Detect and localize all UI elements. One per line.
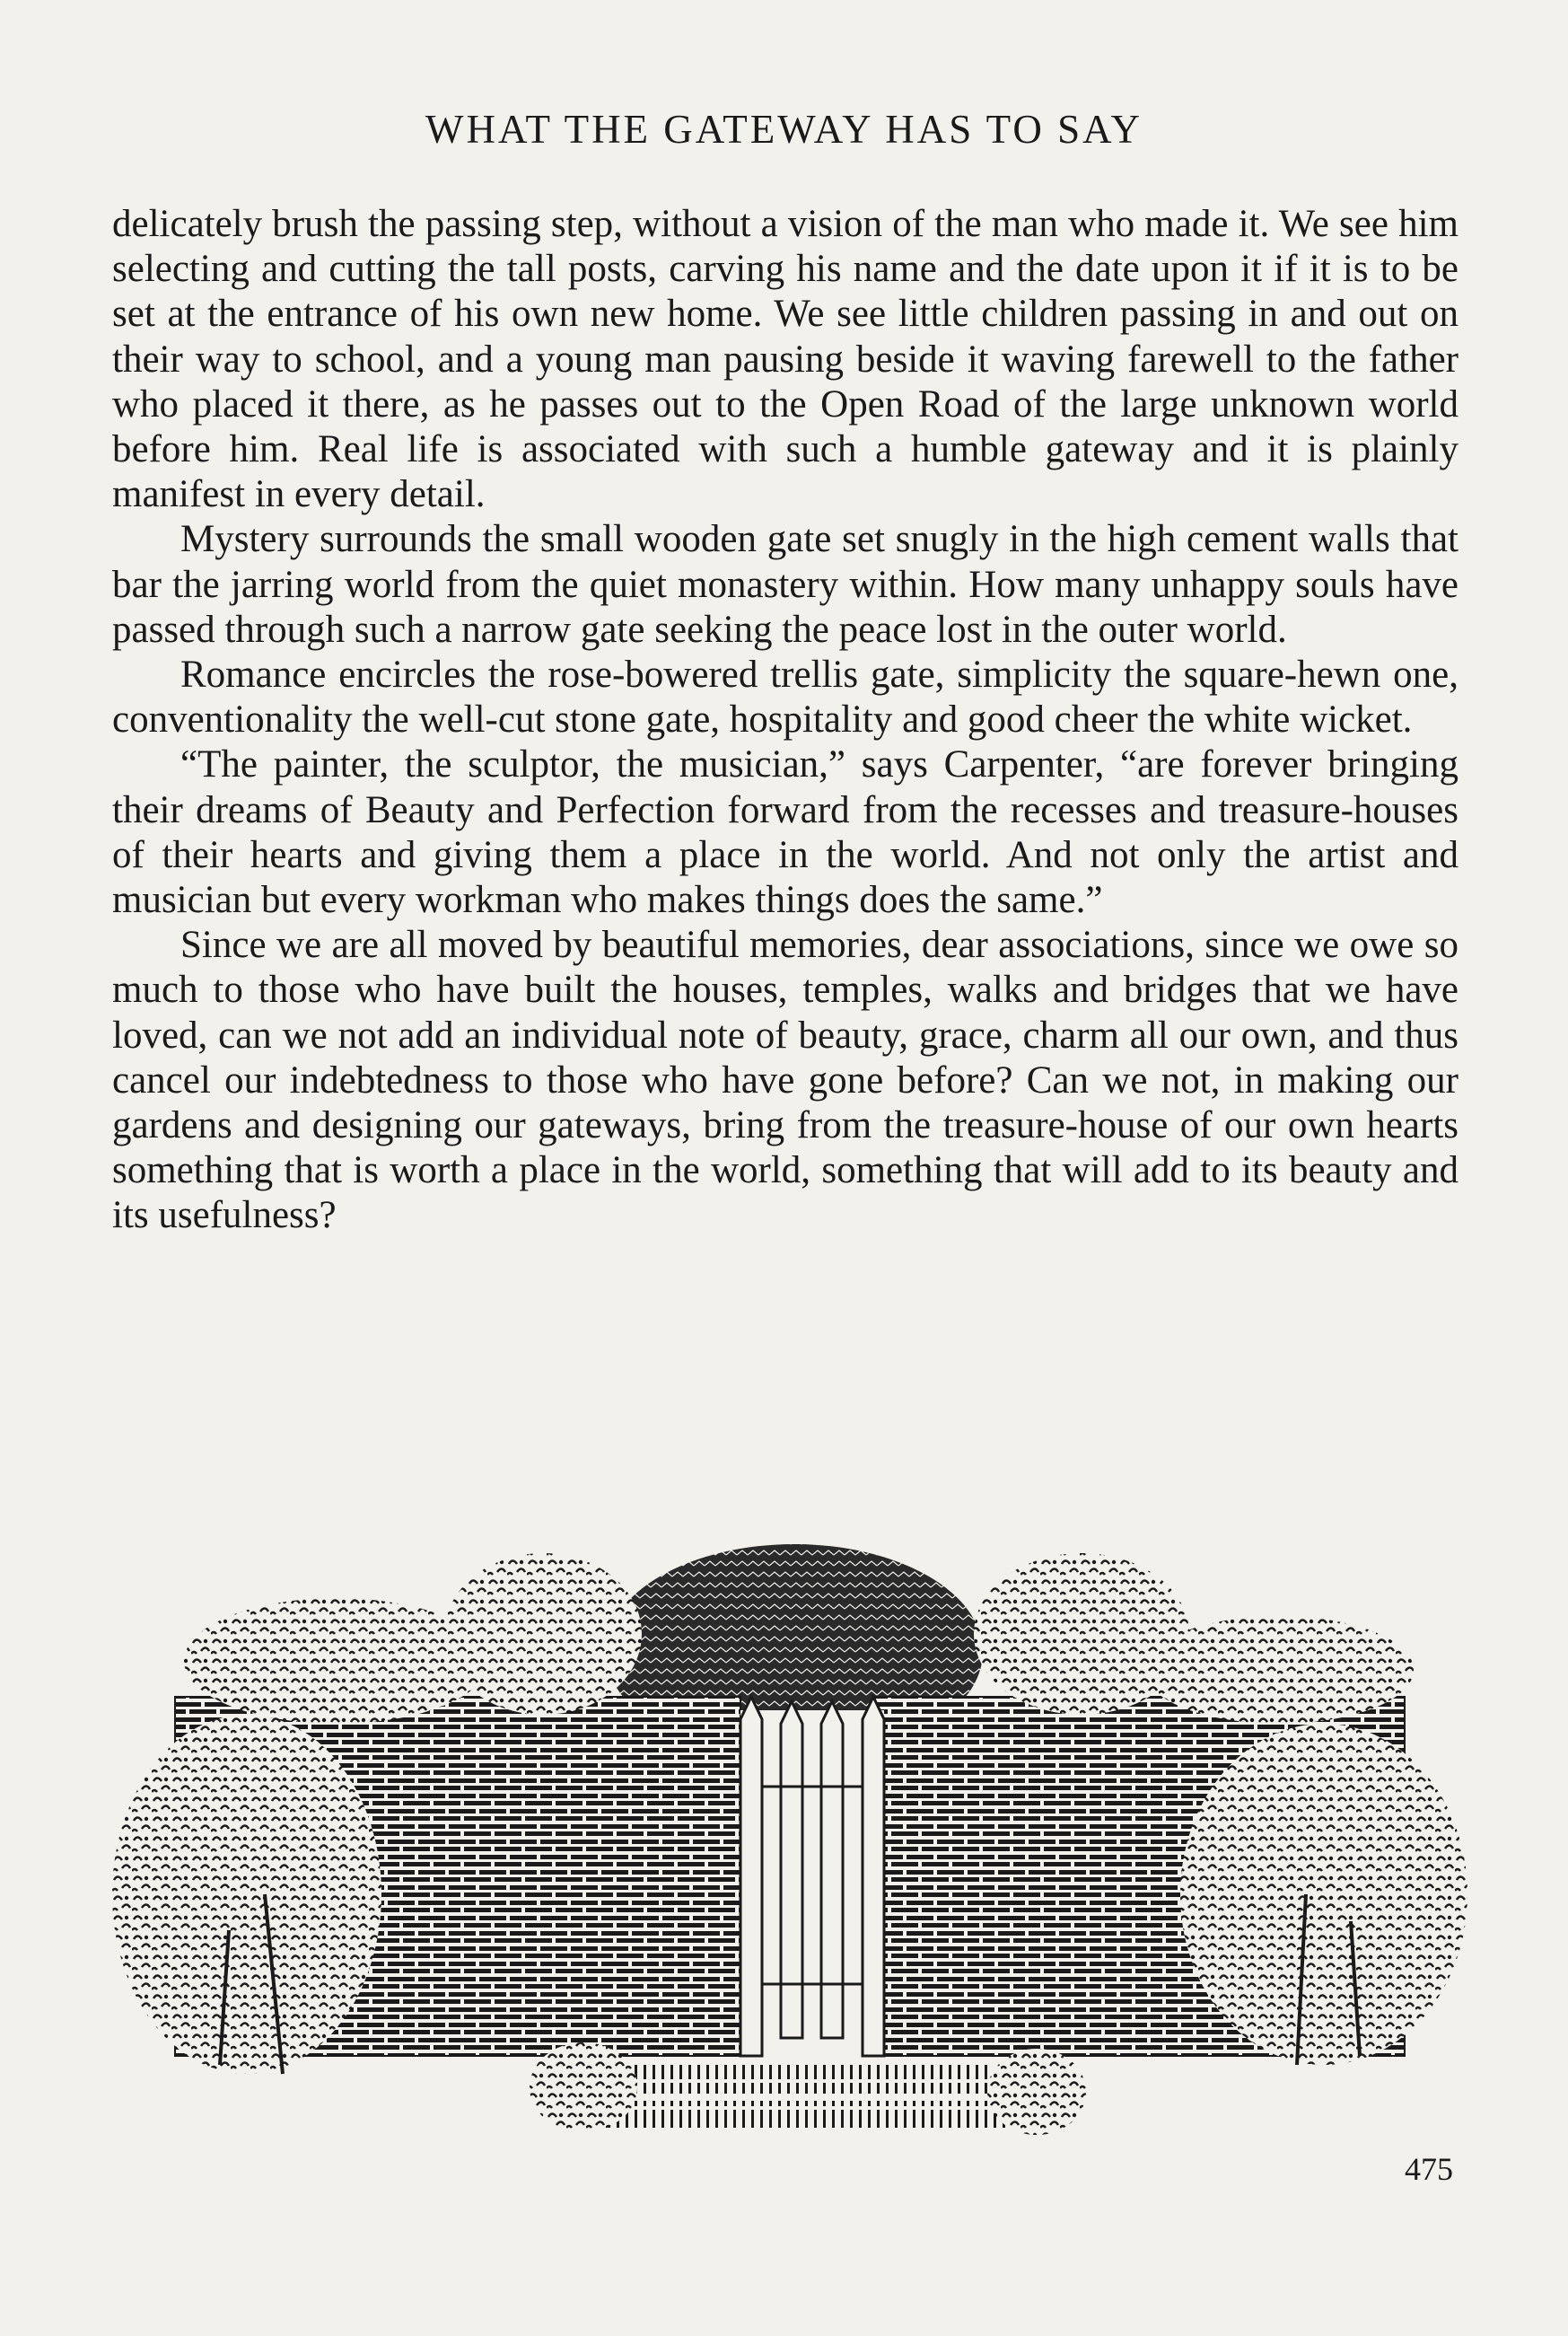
paragraph-4: “The painter, the sculptor, the musician,” says Carpenter, “are forever bringing their dreams of Beauty and Perfection forward from the recesses and treasure-houses of their hearts and giving them a place in the world. And not only the artist and musician but every workman who makes things does the same.” bbox=[112, 743, 1459, 922]
stone-steps bbox=[597, 2065, 1010, 2128]
white-picket-gate bbox=[740, 1697, 884, 2069]
page-number: 475 bbox=[1405, 2151, 1453, 2187]
hollyhocks-left bbox=[184, 1553, 642, 1724]
paragraph-2: Mystery surrounds the small wooden gate set snugly in the high cement walls that bar the jarring world from the quiet monastery within. How many unhappy souls have passed through such a narrow gate seeking the peace lost in the outer world. bbox=[112, 518, 1459, 651]
shrub-right bbox=[1180, 1724, 1467, 2065]
paragraph-1: delicately brush the passing step, without a vision of the man who made it. We see him selecting and cutting the tall posts, carving his name and the date upon it if it is to be set at the entrance of his own new home. We see little children passing in and out on their way to school, and a young man pausing beside it waving farewell to the father who placed it there, as he passes out to the Open Road of the large unknown world before him. Real life is associated with such a humble gateway and it is plainly manifest in every detail. bbox=[112, 203, 1459, 516]
garden-gate-illustration bbox=[112, 1517, 1476, 2164]
paragraph-5: Since we are all moved by beautiful memories, dear associations, since we owe so much to those who have built the houses, temples, walks and bridges that we have loved, can we not add an individual note of beauty, grace, charm all our own, and thus cancel our indebtedness to those who have gone before? Can we not, in making our gardens and designing our gateways, bring from the treasure-house of our own hearts something that is worth a place in the world, something that will add to its beauty and its usefulness? bbox=[112, 924, 1459, 1237]
hollyhocks-right bbox=[974, 1553, 1414, 1724]
running-head: WHAT THE GATEWAY HAS TO SAY bbox=[425, 107, 1143, 152]
paragraph-3: Romance encircles the rose-bowered trellis gate, simplicity the square-hewn one, conventionality the well-cut stone gate, hospitality and good cheer the white wicket. bbox=[112, 654, 1459, 742]
shrub-left bbox=[112, 1715, 381, 2074]
body-text bbox=[112, 202, 1459, 1239]
